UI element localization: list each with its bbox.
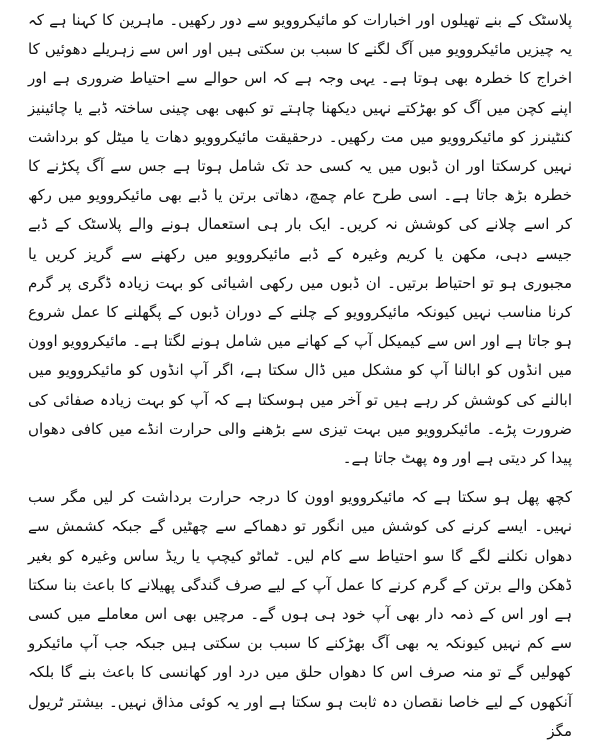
paragraph-2: کچھ پھل ہو سکتا ہے کہ مائیکروویو اوون کا درجہ حرارت برداشت کر لیں مگر سب نہیں۔ ایسے کرنے کی کوشش میں انگور تو دھماکے سے چھٹیں گے جبکہ کشمش سے دھواں نکلنے لگے گا سو احتیاط سے کام لیں۔ ٹماٹو کیچپ یا ریڈ ساس وغیرہ کو بغیر ڈھکن والے برتن کے گرم کرنے کا عمل آپ کے لیے صرف گندگی پھیلانے کا باعث بنا سکتا ہے اور اس کے ذمہ دار بھی آپ خود ہی ہوں گے۔ مرچیں بھی اس معاملے میں کسی سے کم نہیں کیونکہ یہ بھی آگ بھڑکنے کا سبب بن سکتی ہیں جبکہ جب آپ مائیکرو کھولیں گے تو منہ صرف اس کا دھواں حلق میں درد اور کھانسی کا باعث بنے گا بلکہ آنکھوں کے لیے خاصا نقصان دہ ثابت ہو سکتا ہے اور یہ کوئی مذاق نہیں۔ بیشتر ٹریول مگز bbox=[28, 488, 572, 740]
paragraph-1: پلاسٹک کے بنے تھیلوں اور اخبارات کو مائیکروویو سے دور رکھیں۔ ماہرین کا کہنا ہے کہ یہ چیزیں مائیکروویو میں آگ لگنے کا سبب بن سکتی ہیں اور اس سے زہریلے دھوئیں کا اخراج کا خطرہ بھی ہوتا ہے۔ یہی وجہ ہے کہ اس حوالے سے احتیاط ضروری ہے اور اپنے کچن میں آگ کو بھڑکتے نہیں دیکھنا چاہتے تو کبھی بھی چینی ساختہ ڈبے یا چائینیز کنٹینرز کو مائیکروویو میں مت رکھیں۔ درحقیقت مائیکروویو دھات یا میٹل کو برداشت نہیں کرسکتا اور ان ڈبوں میں یہ کسی حد تک شامل ہوتا ہے جس سے آگ پکڑنے کا خطرہ بڑھ جاتا ہے۔ اسی طرح عام چمچ، دھاتی برتن یا ڈبے بھی مائیکروویو میں رکھ کر اسے چلانے کی کوشش نہ کریں۔ ایک بار ہی استعمال ہونے والے پلاسٹک کے ڈبے جیسے دہی، مکھن یا کریم وغیرہ کے ڈبے مائیکروویو میں رکھنے سے گریز کریں یا مجبوری ہو تو احتیاط برتیں۔ ان ڈبوں میں رکھی اشیائی کو بہت زیادہ ڈگری پر گرم کرنا مناسب نہیں کیونکہ مائیکروویو کے چلنے کے دوران ڈبوں کے پگھلنے کا عمل شروع ہو جاتا ہے اور اس سے کیمیکل آپ کے کھانے میں شامل ہونے لگتا ہے۔ مائیکروویو اوون میں انڈوں کو ابالنا آپ کو مشکل میں ڈال سکتا ہے، اگر آپ انڈوں کو مائیکروویو میں ابالنے کی کوشش کر رہے ہیں تو آخر میں ہوسکتا ہے کہ آپ کو بہت زیادہ صفائی کی ضرورت پڑے۔ مائیکروویو میں بہت تیزی سے بڑھنے والی حرارت انڈے میں کافی دھواں پیدا کر دیتی ہے اور وہ پھٹ جاتا ہے۔ bbox=[28, 11, 572, 468]
article-body bbox=[28, 6, 572, 746]
